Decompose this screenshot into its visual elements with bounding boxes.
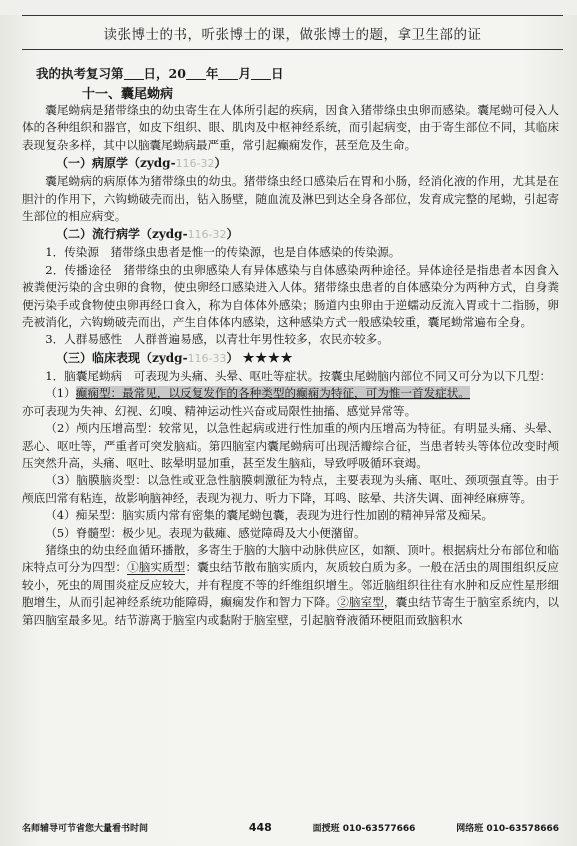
epidemiology-heading	[22, 225, 559, 244]
epidemiology-item: 1．传染源 猪带绦虫患者是惟一的传染源，也是自体感染的传染源。	[45, 245, 401, 260]
code-faint: 116-33	[187, 351, 227, 365]
blank-field	[186, 67, 206, 80]
type1-highlight: 癫痫型：最常见，以反复发作的各种类型的癫痫为特征，可为惟一首发症状。	[75, 386, 470, 401]
etiology-heading	[22, 154, 559, 173]
heading-text: （二）流行病学（zydg-	[56, 227, 188, 242]
content	[22, 102, 563, 629]
review-month-label: 月	[238, 66, 251, 81]
clinical-type5: （5）脊髓型：极少见。表现为截瘫、感觉障碍及大小便潴留。	[45, 525, 366, 540]
heading-end: ）	[226, 227, 239, 242]
header-banner	[22, 15, 563, 50]
footer-contact-1: 面授班 010-63577666	[312, 824, 416, 834]
page	[0, 15, 577, 846]
heading-text: （一）病原学（zydg-	[56, 156, 176, 171]
review-day2-label: 日	[270, 66, 284, 81]
heading-end: ）	[214, 156, 227, 171]
para-b-text2: ，囊虫结节寄生于脑室系统内，以第四脑室最多见。结节游离于脑室内或黏附于脑室壁，引起脑脊液循环梗阻而致脑积水	[22, 595, 559, 627]
clinical-heading	[22, 349, 559, 368]
heading-text: （三）临床表现（zydg-	[56, 350, 188, 365]
clinical-type3: （3）脑膜脑炎型：以急性或亚急性脑膜刺激征为特点，主要表现为头痛、呕吐、颈项强直等。由于颅底凹常有粘连，故影响脑神经，表现为视力、听力下降，耳鸣、眩晕、共济失调、面神经麻痹等。	[22, 473, 559, 505]
code-faint: 116-32	[187, 228, 227, 242]
clinical-type1	[22, 385, 559, 402]
clinical-type2: （2）颅内压增高型：较常见，以急性起病或进行性加重的颅内压增高为特征。有明显头痛、头晕、恶心、呕吐等，严重者可突发脑疝。第四脑室内囊尾蚴病可出现活瓣综合征，当患者转头等体位改变时颅压突然升高，头痛、呕吐、眩晕明显加重，甚至发生脑疝，导致呼吸循环衰竭。	[22, 421, 559, 470]
review-day-label: 日，20	[143, 66, 186, 81]
blank-field	[251, 67, 271, 80]
etiology-text: 囊尾蚴病的病原体为猪带绦虫的幼虫。猪带绦虫经口感染后在胃和小肠，经消化液的作用，尤其是在胆汁的作用下，六钩蚴破壳而出，钻入肠壁，随血流及淋巴到达全身各部位，发育成完整的尾蚴，引起寄生部位的相应病变。	[22, 174, 559, 224]
footer-contact-2: 网络班 010-63578666	[456, 824, 559, 834]
clinical-para-a	[22, 542, 559, 629]
review-prefix: 我的执考复习第	[36, 66, 124, 81]
intro-paragraph: 囊尾蚴病是猪带绦虫的幼虫寄生在人体所引起的疾病，因食入猪带绦虫虫卵而感染。囊尾蚴可侵入人体的各种组织和器官，如皮下组织、眼、肌肉及中枢神经系统，而引起病变，由于寄生部位不同，其临床表现复杂多样，其中以脑囊尾蚴病最严重，常引起癫痫发作，甚至危及生命。	[22, 103, 559, 152]
heading-end: ）	[226, 350, 239, 365]
epidemiology-item: 2．传播途径 猪带绦虫的虫卵感染人有异体感染与自体感染两种途径。异体途径是指患者本因食入被粪便污染的含虫卵的食物，使虫卵经口感染进入人体。猪带绦虫患者的自体感染分为两种方式，自身粪便污染手或食物使虫卵再经口食入，称为自体体外感染；肠道内虫卵由于逆蠕动反流入胃或十二指肠，卵壳被消化，六钩蚴破壳而出，产生自体体内感染，这种感染方式一般感染较重，囊尾蚴常遍布全身。	[22, 262, 559, 330]
footer-left: 名师辅导可节省您大量看书时间	[22, 824, 149, 834]
para-a-text: 猪绦虫的幼虫经血循环播散，多寄生于脑的大脑中动脉供应区，如额、顶叶。根据病灶分布部位和临床特点可分为四型：	[22, 542, 559, 575]
blank-field	[218, 67, 238, 80]
page-number: 448	[248, 821, 272, 834]
importance-stars: ★★★★	[242, 350, 294, 366]
header-banner-text: 读张博士的书，听张博士的课，做张博士的题，拿卫生部的证	[103, 26, 482, 43]
type1-prefix: （1）	[45, 386, 76, 401]
clinical-type4: （4）痴呆型：脑实质内常有密集的囊尾蚴包囊，表现为进行性加剧的精神异常及痴呆。	[45, 508, 494, 523]
review-year-label: 年	[205, 66, 219, 81]
code-faint: 116-32	[175, 157, 215, 171]
parenchyma-type-label: ①脑实质型	[127, 560, 186, 575]
review-date-line	[22, 64, 563, 82]
clinical-type1-rest: 亦可表现为失神、幻视、幻嗅、精神运动性兴奋或局限性抽搐、感觉异常等。	[22, 403, 417, 418]
section-title: 十一、囊尾蚴病	[82, 87, 174, 102]
clinical-lead: 1．脑囊尾蚴病 可表现为头痛、头晕、呕吐等症状。按囊虫尾蚴脑内部位不同又可分为以下几型：	[45, 368, 552, 383]
footer	[22, 821, 559, 834]
epidemiology-item: 3．人群易感性 人群普遍易感，以青壮年男性较多，农民亦较多。	[45, 332, 389, 347]
para-b-text: ：囊虫结节散布脑实质内，灰质较白质为多。一般在活虫的周围组织反应较小，死虫的周围炎症反应较大，并有程度不等的纤维组织增生。邻近脑组织往往有水肿和反应性星形细胞增生，从而引起神经系统功能障碍，癫痫发作和智力下降。	[22, 560, 559, 610]
blank-field	[124, 67, 144, 80]
ventricle-type-label: ②脑室型	[337, 595, 384, 610]
